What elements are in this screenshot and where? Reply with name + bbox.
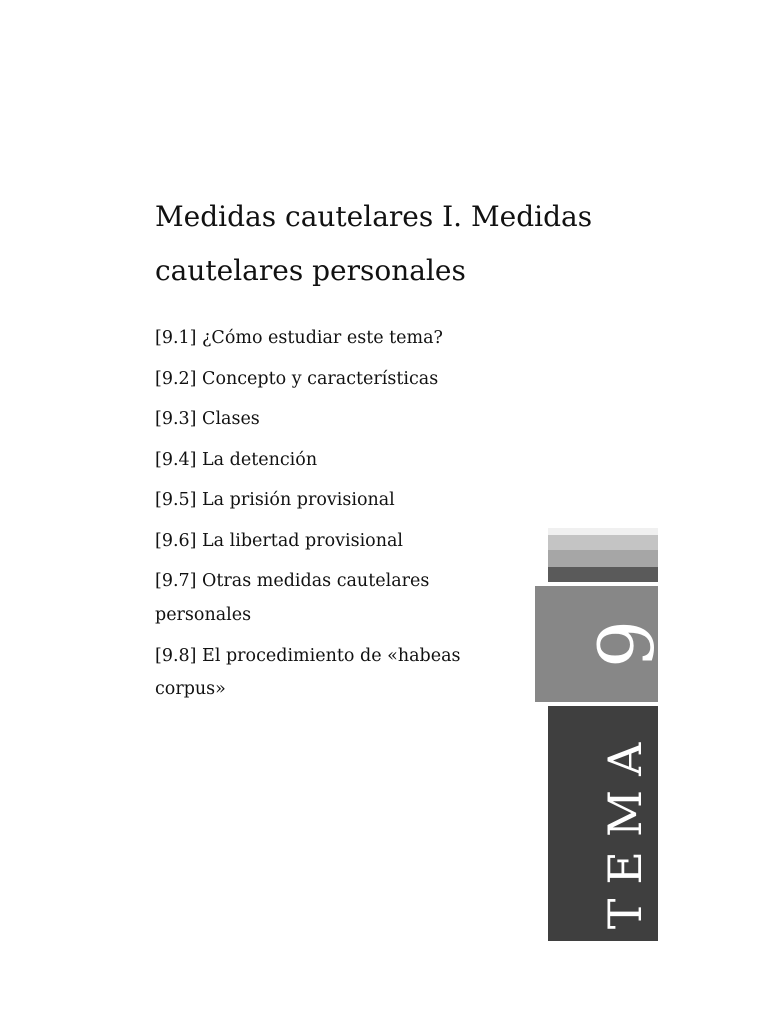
table-of-contents [155,322,485,714]
toc-item-9-6[interactable]: [9.6] La libertad provisional [155,530,404,551]
tema-label: TEMA [598,728,652,929]
toc-item-9-7[interactable]: [9.7] Otras medidas cautelares personales [155,571,430,625]
tema-label-box [548,706,658,941]
chapter-number-box [535,586,671,702]
toc-item-9-5[interactable]: [9.5] La prisión provisional [155,490,395,510]
chapter-title: Medidas cautelares I. Medidas cautelares personales [155,200,593,287]
decorative-strip [548,535,658,550]
decorative-strip [548,567,658,582]
toc-item-9-3[interactable]: [9.3] Clases [155,409,260,429]
toc-item-9-8[interactable]: [9.8] El procedimiento de «habeas corpus» [155,645,461,699]
toc-item-9-4[interactable]: [9.4] La detención [155,449,318,470]
chapter-number: 9 [581,619,671,669]
decorative-strip [548,550,658,567]
decorative-strip [548,528,658,535]
toc-item-9-2[interactable]: [9.2] Concepto y características [155,368,439,389]
toc-item-9-1[interactable]: [9.1] ¿Cómo estudiar este tema? [155,328,443,348]
